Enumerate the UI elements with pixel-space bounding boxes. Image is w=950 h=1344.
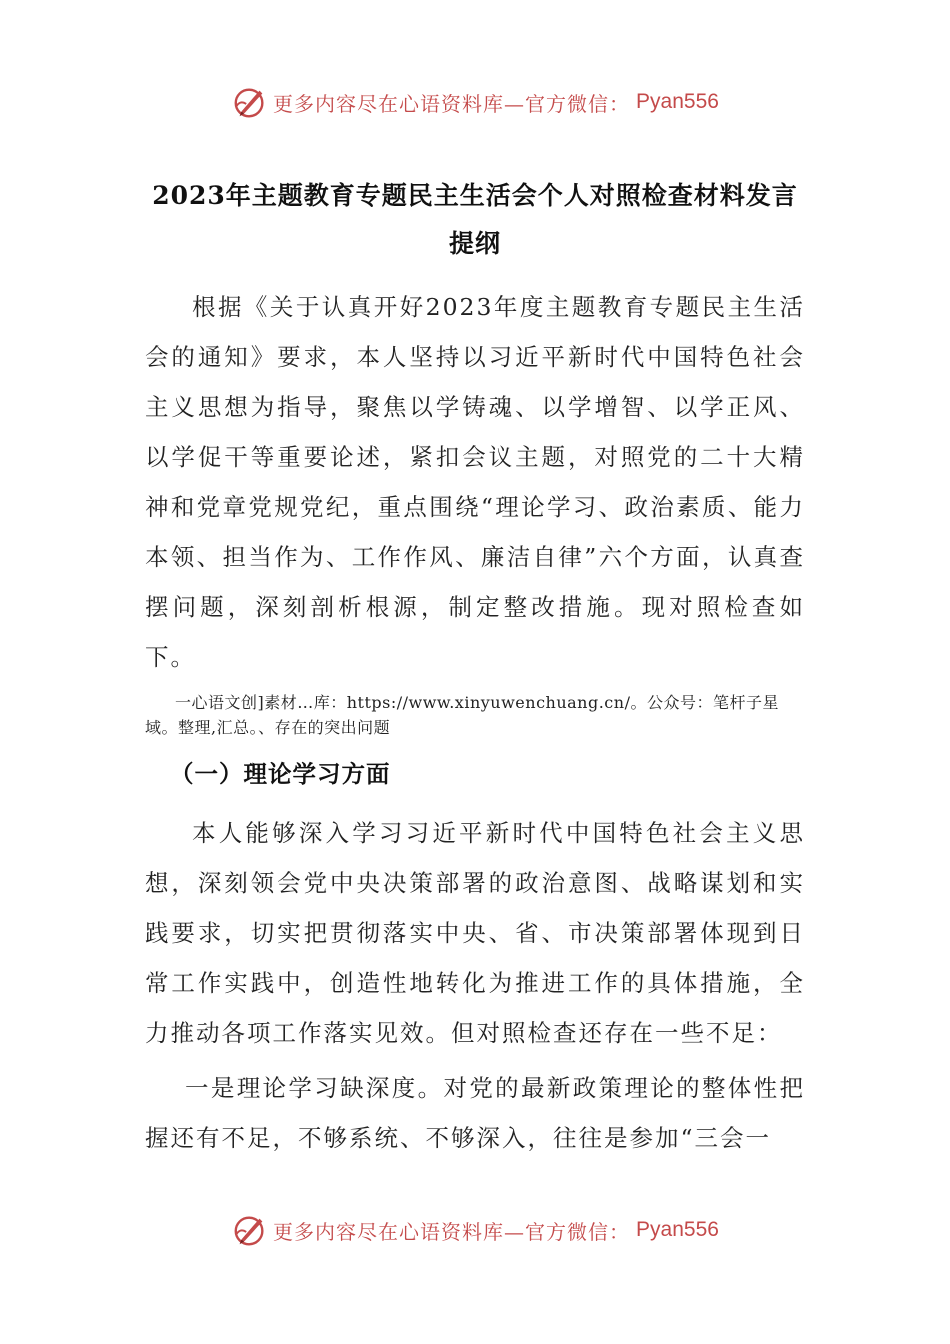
banner-text: 更多内容尽在心语资料库—官方微信： xyxy=(273,1219,631,1244)
intro-paragraph: 根据《关于认真开好2023年度主题教育专题民主生活会的通知》要求，本人坚持以习近平新时代中国特色社会主义思想为指导，聚焦以学铸魂、以学增智、以学正风、以学促干等重要论述，紧扣会议主题，对照党的二十大精神和党章党规党纪，重点围绕“理论学习、政治素质、能力本领、担当作为、工作作风、廉洁自律”六个方面，认真查摆问题，深刻剖析根源，制定整改措施。现对照检查如下。 xyxy=(145,293,805,671)
source-note: 一心语文创]素材…库：https://www.xinyuwenchuang.cn/。公众号：笔杆子星域。整理,汇总。、存在的突出问题 xyxy=(145,693,779,737)
banner-wechat-id: Pyan556 xyxy=(636,90,719,113)
banner-text: 更多内容尽在心语资料库—官方微信： xyxy=(273,91,631,116)
banner-wechat-id: Pyan556 xyxy=(636,1218,719,1241)
header-banner xyxy=(0,80,950,124)
pen-seal-logo-icon xyxy=(231,83,269,121)
section-paragraph-1: 本人能够深入学习习近平新时代中国特色社会主义思想，深刻领会党中央决策部署的政治意图、战略谋划和实践要求，切实把贯彻落实中央、省、市决策部署体现到日常工作实践中，创造性地转化为推进工作的具体措施，全力推动各项工作落实见效。但对照检查还存在一些不足： xyxy=(145,819,805,1047)
pen-seal-logo-icon xyxy=(231,1211,269,1249)
section-paragraph-2: 一是理论学习缺深度。对党的最新政策理论的整体性把握还有不足，不够系统、不够深入，往往是参加“三会一 xyxy=(145,1074,805,1152)
document-title: 2023年主题教育专题民主生活会个人对照检查材料发言提纲 xyxy=(152,181,798,258)
section-heading: （一）理论学习方面 xyxy=(170,760,391,788)
footer-banner xyxy=(0,1208,950,1252)
